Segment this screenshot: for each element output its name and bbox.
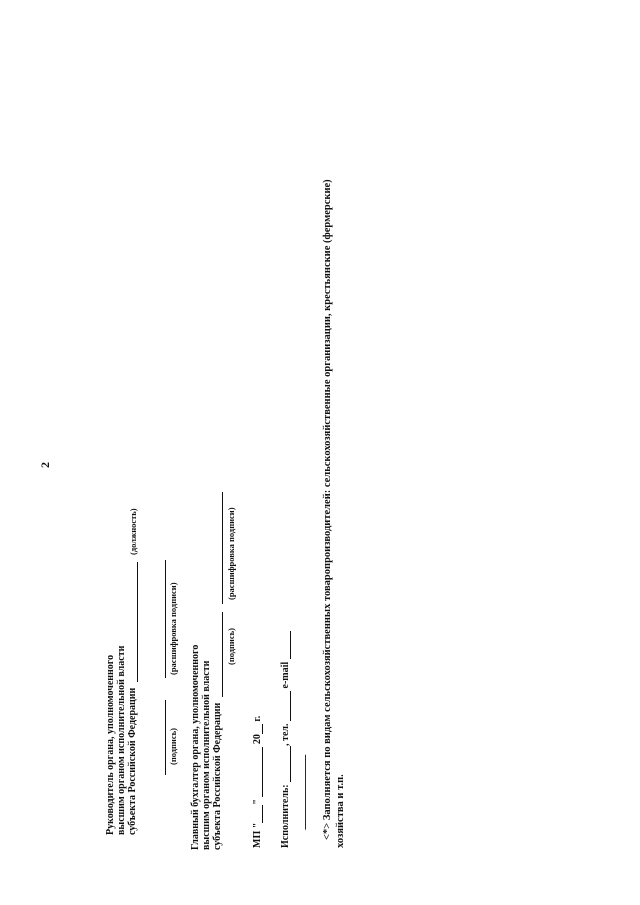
head-title-line2: высшим органом исполнительной власти xyxy=(116,645,127,835)
executor-blank xyxy=(290,746,291,782)
accountant-title-line3: субъекта Российской Федерации xyxy=(212,702,223,850)
accountant-title-line1: Главный бухгалтер органа, уполномоченного xyxy=(190,644,201,850)
month-blank xyxy=(262,747,263,797)
head-decoding-line xyxy=(165,560,166,678)
executor-label: Исполнитель: xyxy=(280,784,291,848)
stamp-quote: " xyxy=(252,799,263,805)
head-title-line3: субъекта Российской Федерации xyxy=(127,687,138,835)
stamp-year-prefix: 20 xyxy=(252,734,263,745)
accountant-signature-line xyxy=(222,612,223,697)
footnote-separator: -------------------------------- xyxy=(300,755,311,830)
year-blank xyxy=(262,724,263,734)
phone-blank xyxy=(290,691,291,721)
accountant-decoding-line xyxy=(222,492,223,604)
head-signature-line xyxy=(165,700,166,775)
accountant-signature-caption: (подпись) xyxy=(226,628,236,665)
accountant-title-line2: высшим органом исполнительной власти xyxy=(201,660,212,850)
head-decoding-caption: (расшифровка подписи) xyxy=(168,582,178,675)
footnote-text-line1: <*> Заполняется по видам сельскохозяйственных товаропроизводителей: сельскохозяйственные организации, крестьянские (фермерские) xyxy=(322,179,333,840)
executor-line xyxy=(280,631,291,848)
day-blank xyxy=(262,805,263,823)
stamp-date-line xyxy=(252,716,263,848)
phone-label: , тел. xyxy=(280,723,291,746)
email-label: e-mail xyxy=(280,661,291,689)
position-line xyxy=(137,562,138,682)
stamp-year-suffix: г. xyxy=(252,715,263,722)
footnote-text-line2: хозяйства и т.п. xyxy=(335,774,346,848)
stamp-mp: МП " xyxy=(252,822,263,848)
page-number: 2 xyxy=(38,462,52,468)
head-title-line1: Руководитель органа, уполномоченного xyxy=(105,654,116,835)
head-signature-caption: (подпись) xyxy=(168,728,178,765)
accountant-decoding-caption: (расшифровка подписи) xyxy=(226,507,236,600)
position-caption: (должность) xyxy=(128,508,138,555)
email-blank xyxy=(290,631,291,659)
